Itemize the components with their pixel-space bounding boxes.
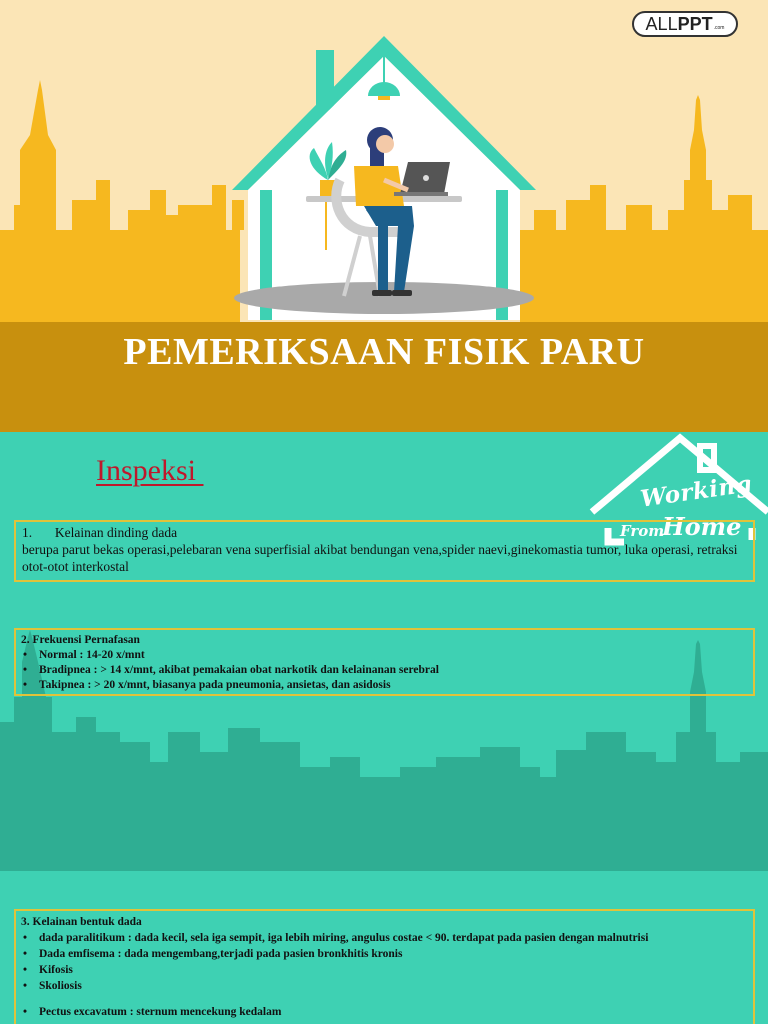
- list-item: • Bradipnea : > 14 x/mnt, akibat pemakaian obat narkotik dan kelainanan serebral: [21, 663, 748, 678]
- list-item: • Dada emfisema : dada mengembang,terjadi pada pasien bronkhitis kronis: [21, 946, 748, 962]
- list-item: • Normal : 14-20 x/mnt: [21, 648, 748, 663]
- item-title-line: [22, 524, 747, 541]
- item-title: Kelainan dinding dada: [54, 525, 178, 540]
- logo-text-light: ALL: [645, 13, 678, 34]
- item-description: berupa parut bekas operasi,pelebaran vena superfisial akibat bendungan vena,spider naevi,ginekomastia tumor, luka operasi, retraksi otot-otot interkostal: [22, 542, 738, 574]
- kelainan-bentuk-slide: [0, 871, 768, 1024]
- item-number: 1.: [22, 525, 33, 540]
- box-title: 2. Frekuensi Pernafasan: [21, 634, 140, 646]
- house-illustration: [232, 36, 536, 320]
- section-heading: Inspeksi: [96, 454, 204, 487]
- inspeksi-slide: [0, 432, 768, 871]
- bullet-list: [21, 648, 748, 693]
- wfh-from-text: From: [620, 522, 665, 540]
- list-item: • Pectus excavatum : sternum mencekung kedalam: [21, 1004, 748, 1020]
- box-title: 3. Kelainan bentuk dada: [21, 916, 142, 928]
- wfh-working-text: Working: [638, 470, 754, 513]
- text-box-dinding-dada: [14, 520, 755, 582]
- list-item: • Kifosis: [21, 962, 748, 978]
- list-item: • dada paralitikum : dada kecil, sela iga sempit, iga lebih miring, angulus costae < 90. terdapat pada pasien dengan malnutrisi: [21, 930, 748, 946]
- logo-text-bold: PPT: [677, 13, 713, 34]
- logo-text-small: .com: [713, 25, 725, 31]
- text-box-frekuensi: [14, 628, 755, 696]
- list-item: • Skoliosis: [21, 978, 748, 994]
- text-box-bentuk-dada: [14, 909, 755, 1024]
- slide-title: PEMERIKSAAN FISIK PARU: [123, 331, 645, 373]
- allppt-logo: [632, 11, 738, 37]
- list-item: • Takipnea : > 20 x/mnt, biasanya pada pneumonia, ansietas, dan asidosis: [21, 678, 748, 693]
- bullet-list: [21, 930, 748, 1020]
- wfh-home-text: Home: [662, 512, 742, 541]
- title-slide: [0, 0, 768, 432]
